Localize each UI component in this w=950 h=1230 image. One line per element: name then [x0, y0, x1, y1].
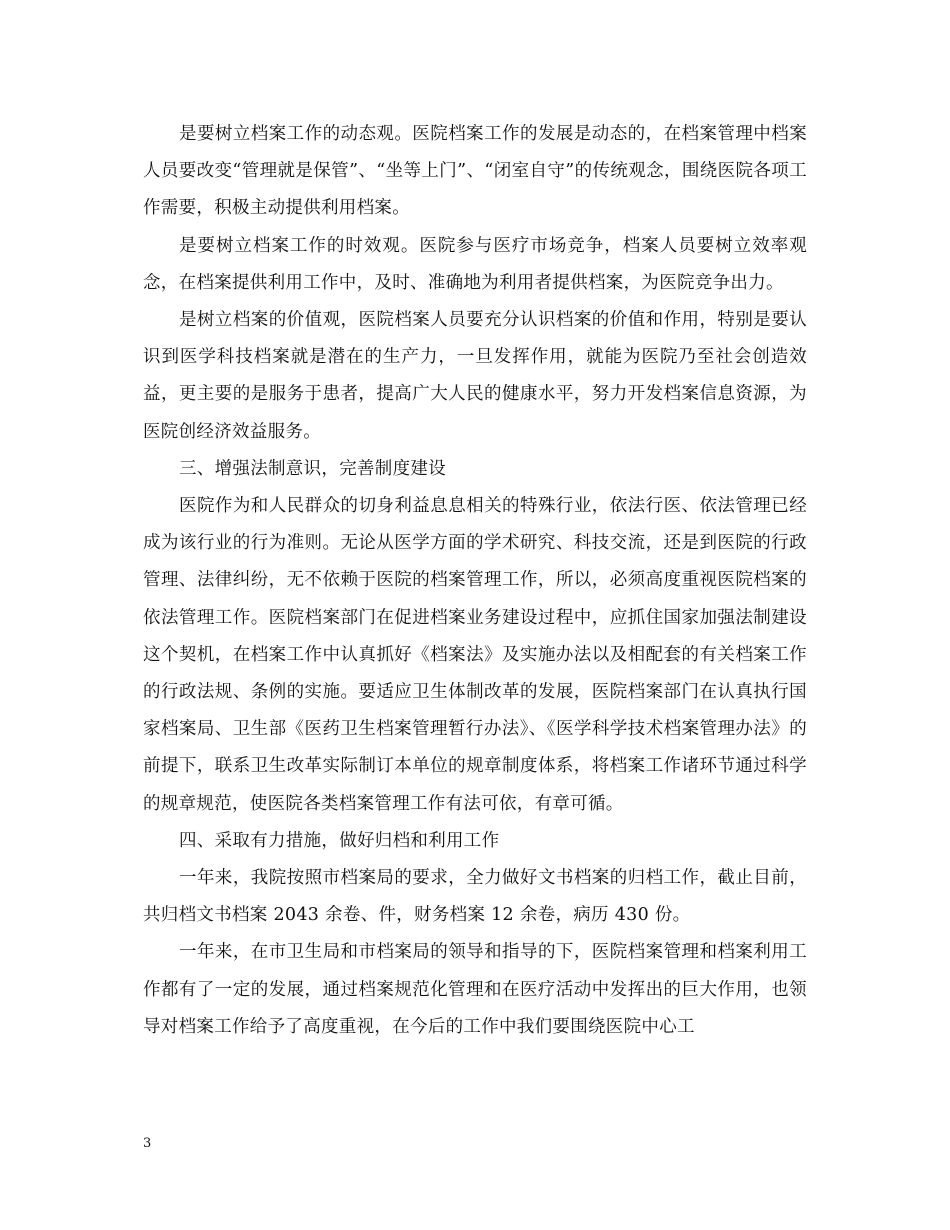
page-number: 3 — [143, 1136, 152, 1151]
paragraph-year-summary: 一年来，在市卫生局和市档案局的领导和指导的下，医院档案管理和档案利用工作都有了一定的发展，通过档案规范化管理和在医疗活动中发挥出的巨大作用，也领导对档案工作给予了高度重视，在今后的工作中我们要围绕医院中心工 — [143, 942, 807, 1037]
paragraph-archiving-stats: 一年来，我院按照市档案局的要求，全力做好文书档案的归档工作，截止目前，共归档文书档案 2043 余卷、件，财务档案 12 余卷，病历 430 份。 — [143, 868, 807, 926]
paragraph-legal-management: 医院作为和人民群众的切身利益息息相关的特殊行业，依法行医、依法管理已经成为该行业的行为准则。无论从医学方面的学术研究、科技交流，还是到医院的行政管理、法律纠纷，无不依赖于医院的档案管理工作，所以，必须高度重视医院档案的依法管理工作。医院档案部门在促进档案业务建设过程中，应抓住国家加强法制建设这个契机，在档案工作中认真抓好《档案法》及实施办法以及相配套的有关档案工作的行政法规、条例的实施。要适应卫生体制改革的发展，医院档案部门在认真执行国家档案局、卫生部《医药卫生档案管理暂行办法》、《医学科学技术档案管理办法》的前提下，联系卫生改革实际制订本单位的规章制度体系，将档案工作诸环节通过科学的规章规范，使医院各类档案管理工作有法可依，有章可循。 — [143, 496, 807, 814]
paragraph-value-view: 是树立档案的价值观，医院档案人员要充分认识档案的价值和作用，特别是要认识到医学科技档案就是潜在的生产力，一旦发挥作用，就能为医院乃至社会创造效益，更主要的是服务于患者，提高广大人民的健康水平，努力开发档案信息资源，为医院创经济效益服务。 — [143, 310, 807, 442]
section-heading-legal-awareness: 三、增强法制意识，完善制度建设 — [179, 458, 446, 479]
section-heading-measures: 四、采取有力措施，做好归档和利用工作 — [179, 830, 500, 851]
document-body — [143, 116, 807, 1046]
paragraph-dynamic-view: 是要树立档案工作的动态观。医院档案工作的发展是动态的，在档案管理中档案人员要改变“管理就是保管”、“坐等上门”、“闭室自守”的传统观念，围绕医院各项工作需要，积极主动提供利用档案。 — [143, 124, 807, 219]
paragraph-timeliness-view: 是要树立档案工作的时效观。医院参与医疗市场竞争，档案人员要树立效率观念，在档案提供利用工作中，及时、准确地为利用者提供档案，为医院竞争出力。 — [143, 235, 807, 293]
